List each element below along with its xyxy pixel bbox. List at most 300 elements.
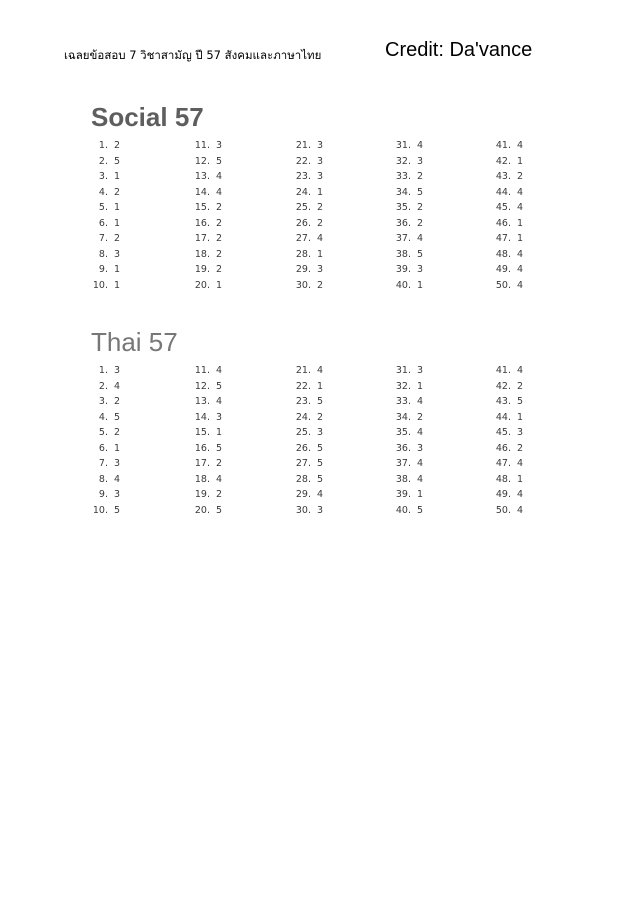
answer-row [188, 503, 222, 519]
answer-value: 1 [417, 380, 424, 392]
answer-row [289, 363, 323, 379]
answer-value: 3 [317, 504, 324, 516]
answer-row [389, 185, 423, 201]
question-number: 44. [495, 186, 511, 198]
question-number: 45. [495, 427, 511, 438]
answer-row [86, 200, 120, 216]
answer-value: 3 [317, 171, 324, 182]
credit-text: Credit: Da'vance [385, 39, 533, 61]
answer-value: 3 [317, 140, 324, 151]
answer-value: 3 [417, 264, 424, 275]
answer-value: 4 [216, 473, 223, 485]
question-number: 2. [98, 380, 108, 392]
answer-value: 4 [417, 458, 424, 469]
answer-value: 5 [216, 504, 223, 516]
answer-row [389, 247, 423, 263]
answer-value: 5 [317, 396, 324, 407]
answer-value: 3 [114, 365, 121, 376]
question-number: 30. [295, 504, 311, 516]
answer-row [86, 247, 120, 263]
answer-value: 4 [417, 140, 424, 151]
question-number: 10. [92, 279, 108, 291]
answer-value: 5 [417, 504, 424, 516]
question-number: 9. [98, 264, 108, 275]
question-number: 46. [495, 442, 511, 454]
question-number: 5. [98, 427, 108, 438]
answer-value: 2 [114, 186, 121, 198]
question-number: 8. [98, 248, 108, 260]
question-number: 24. [295, 411, 311, 423]
answer-row [489, 394, 523, 410]
answer-row [289, 503, 323, 519]
answer-row [489, 278, 523, 294]
answer-value: 4 [114, 380, 121, 392]
answer-value: 2 [517, 380, 524, 392]
question-number: 40. [395, 279, 411, 291]
answer-value: 2 [216, 489, 223, 500]
question-number: 20. [194, 504, 210, 516]
answer-value: 4 [417, 473, 424, 485]
question-number: 26. [295, 217, 311, 229]
document-title: เฉลยข้อสอบ 7 วิชาสามัญ ปี 57 สังคมและภาษาไทย [64, 48, 322, 62]
answer-row [86, 278, 120, 294]
question-number: 3. [98, 396, 108, 407]
question-number: 34. [395, 411, 411, 423]
answer-row [389, 456, 423, 472]
question-number: 11. [194, 365, 210, 376]
question-number: 35. [395, 427, 411, 438]
answer-value: 4 [317, 489, 324, 500]
question-number: 16. [194, 217, 210, 229]
answer-row [289, 247, 323, 263]
answer-value: 2 [317, 202, 324, 213]
question-number: 15. [194, 202, 210, 213]
answer-value: 3 [317, 155, 324, 167]
answer-value: 5 [417, 248, 424, 260]
answer-value: 2 [114, 140, 121, 151]
answer-row [489, 169, 523, 185]
answer-value: 1 [216, 279, 223, 291]
answer-row [289, 379, 323, 395]
question-number: 47. [495, 233, 511, 244]
question-number: 31. [395, 365, 411, 376]
answer-row [489, 441, 523, 457]
question-number: 27. [295, 233, 311, 244]
answer-row [489, 154, 523, 170]
answer-row [86, 456, 120, 472]
answer-value: 2 [216, 264, 223, 275]
answer-row [86, 231, 120, 247]
answer-row [188, 154, 222, 170]
answer-row [489, 185, 523, 201]
answer-row [289, 216, 323, 232]
answer-row [188, 247, 222, 263]
answer-value: 2 [114, 427, 121, 438]
answer-row [389, 154, 423, 170]
question-number: 24. [295, 186, 311, 198]
answer-value: 1 [114, 279, 121, 291]
answer-grid-thai [0, 363, 638, 515]
question-number: 43. [495, 171, 511, 182]
question-number: 21. [295, 140, 311, 151]
answer-row [289, 425, 323, 441]
answer-column [389, 138, 423, 293]
answer-row [86, 262, 120, 278]
answer-row [188, 278, 222, 294]
answer-row [389, 379, 423, 395]
answer-row [86, 379, 120, 395]
question-number: 23. [295, 171, 311, 182]
question-number: 13. [194, 171, 210, 182]
answer-row [86, 410, 120, 426]
section-title-social: Social 57 [91, 102, 204, 132]
question-number: 17. [194, 233, 210, 244]
answer-value: 2 [317, 279, 324, 291]
answer-value: 2 [216, 458, 223, 469]
answer-value: 4 [216, 396, 223, 407]
question-number: 5. [98, 202, 108, 213]
question-number: 38. [395, 248, 411, 260]
answer-value: 5 [216, 442, 223, 454]
answer-value: 1 [417, 279, 424, 291]
answer-row [289, 278, 323, 294]
question-number: 29. [295, 489, 311, 500]
question-number: 8. [98, 473, 108, 485]
answer-row [86, 487, 120, 503]
answer-column [389, 363, 423, 518]
answer-row [188, 231, 222, 247]
answer-value: 5 [216, 155, 223, 167]
answer-row [389, 262, 423, 278]
answer-column [289, 138, 323, 293]
answer-value: 2 [114, 233, 121, 244]
answer-row [489, 231, 523, 247]
answer-value: 1 [417, 489, 424, 500]
answer-value: 5 [114, 411, 121, 423]
question-number: 37. [395, 233, 411, 244]
answer-row [389, 503, 423, 519]
question-number: 4. [98, 186, 108, 198]
answer-row [188, 456, 222, 472]
answer-row [289, 456, 323, 472]
answer-row [188, 394, 222, 410]
answer-row [489, 472, 523, 488]
question-number: 7. [98, 458, 108, 469]
answer-value: 4 [317, 233, 324, 244]
question-number: 2. [98, 155, 108, 167]
answer-row [489, 503, 523, 519]
question-number: 43. [495, 396, 511, 407]
question-number: 11. [194, 140, 210, 151]
question-number: 42. [495, 155, 511, 167]
question-number: 6. [98, 217, 108, 229]
answer-value: 4 [114, 473, 121, 485]
answer-column [188, 363, 222, 518]
answer-row [86, 472, 120, 488]
question-number: 21. [295, 365, 311, 376]
answer-row [86, 169, 120, 185]
answer-value: 3 [317, 427, 324, 438]
answer-row [289, 154, 323, 170]
question-number: 36. [395, 442, 411, 454]
answer-value: 5 [317, 473, 324, 485]
answer-value: 4 [216, 186, 223, 198]
question-number: 18. [194, 473, 210, 485]
answer-value: 2 [417, 202, 424, 213]
answer-row [86, 441, 120, 457]
answer-value: 4 [216, 365, 223, 376]
question-number: 6. [98, 442, 108, 454]
answer-value: 2 [216, 202, 223, 213]
answer-row [389, 200, 423, 216]
answer-value: 1 [114, 217, 121, 229]
question-number: 50. [495, 279, 511, 291]
answer-column [86, 138, 120, 293]
answer-row [188, 363, 222, 379]
answer-value: 4 [517, 202, 524, 213]
answer-row [188, 410, 222, 426]
question-number: 25. [295, 202, 311, 213]
answer-value: 1 [517, 155, 524, 167]
question-number: 33. [395, 396, 411, 407]
answer-value: 1 [317, 186, 324, 198]
question-number: 22. [295, 380, 311, 392]
answer-row [289, 472, 323, 488]
answer-value: 3 [417, 365, 424, 376]
answer-row [489, 216, 523, 232]
question-number: 40. [395, 504, 411, 516]
answer-value: 4 [517, 458, 524, 469]
answer-value: 1 [517, 411, 524, 423]
question-number: 12. [194, 155, 210, 167]
answer-value: 1 [317, 380, 324, 392]
answer-value: 2 [517, 171, 524, 182]
question-number: 29. [295, 264, 311, 275]
answer-row [289, 200, 323, 216]
answer-row [188, 216, 222, 232]
question-number: 18. [194, 248, 210, 260]
answer-value: 3 [114, 248, 121, 260]
answer-row [389, 169, 423, 185]
answer-row [289, 185, 323, 201]
answer-row [188, 379, 222, 395]
answer-row [188, 425, 222, 441]
question-number: 19. [194, 264, 210, 275]
answer-row [389, 231, 423, 247]
answer-row [289, 262, 323, 278]
answer-row [289, 169, 323, 185]
answer-value: 1 [114, 442, 121, 454]
answer-value: 4 [517, 365, 524, 376]
answer-row [489, 456, 523, 472]
answer-value: 4 [417, 233, 424, 244]
answer-column [489, 363, 523, 518]
answer-value: 1 [114, 264, 121, 275]
question-number: 27. [295, 458, 311, 469]
answer-row [489, 363, 523, 379]
answer-value: 2 [517, 442, 524, 454]
question-number: 37. [395, 458, 411, 469]
question-number: 39. [395, 264, 411, 275]
question-number: 14. [194, 411, 210, 423]
answer-value: 1 [517, 233, 524, 244]
answer-row [489, 262, 523, 278]
answer-row [389, 487, 423, 503]
question-number: 17. [194, 458, 210, 469]
answer-column [188, 138, 222, 293]
answer-row [86, 216, 120, 232]
question-number: 34. [395, 186, 411, 198]
question-number: 10. [92, 504, 108, 516]
answer-row [86, 185, 120, 201]
answer-row [389, 216, 423, 232]
answer-row [188, 441, 222, 457]
question-number: 36. [395, 217, 411, 229]
answer-value: 3 [317, 264, 324, 275]
answer-value: 1 [517, 217, 524, 229]
answer-row [289, 487, 323, 503]
answer-value: 3 [417, 442, 424, 454]
answer-row [289, 410, 323, 426]
answer-value: 1 [216, 427, 223, 438]
answer-value: 5 [216, 380, 223, 392]
answer-row [389, 278, 423, 294]
question-number: 7. [98, 233, 108, 244]
answer-row [188, 472, 222, 488]
answer-row [489, 379, 523, 395]
question-number: 45. [495, 202, 511, 213]
answer-value: 5 [114, 504, 121, 516]
answer-row [289, 394, 323, 410]
answer-value: 4 [517, 264, 524, 275]
answer-value: 4 [417, 427, 424, 438]
answer-value: 3 [417, 155, 424, 167]
answer-value: 2 [216, 248, 223, 260]
question-number: 50. [495, 504, 511, 516]
question-number: 28. [295, 248, 311, 260]
question-number: 1. [98, 365, 108, 376]
answer-value: 2 [317, 217, 324, 229]
question-number: 49. [495, 264, 511, 275]
answer-value: 3 [216, 140, 223, 151]
answer-value: 2 [317, 411, 324, 423]
answer-row [389, 394, 423, 410]
question-number: 47. [495, 458, 511, 469]
answer-row [489, 138, 523, 154]
answer-value: 3 [216, 411, 223, 423]
question-number: 49. [495, 489, 511, 500]
question-number: 23. [295, 396, 311, 407]
question-number: 33. [395, 171, 411, 182]
question-number: 28. [295, 473, 311, 485]
answer-row [188, 262, 222, 278]
answer-value: 5 [517, 396, 524, 407]
answer-value: 4 [517, 248, 524, 260]
answer-row [188, 169, 222, 185]
question-number: 32. [395, 380, 411, 392]
question-number: 48. [495, 473, 511, 485]
question-number: 13. [194, 396, 210, 407]
question-number: 14. [194, 186, 210, 198]
answer-value: 2 [417, 217, 424, 229]
answer-value: 1 [114, 171, 121, 182]
question-number: 25. [295, 427, 311, 438]
question-number: 44. [495, 411, 511, 423]
answer-row [489, 247, 523, 263]
question-number: 12. [194, 380, 210, 392]
answer-row [188, 185, 222, 201]
answer-row [489, 425, 523, 441]
question-number: 1. [98, 140, 108, 151]
question-number: 41. [495, 365, 511, 376]
answer-grid-social [0, 138, 638, 290]
answer-row [389, 410, 423, 426]
answer-value: 3 [114, 489, 121, 500]
question-number: 39. [395, 489, 411, 500]
question-number: 42. [495, 380, 511, 392]
answer-value: 1 [317, 248, 324, 260]
answer-value: 2 [417, 411, 424, 423]
question-number: 26. [295, 442, 311, 454]
answer-row [86, 138, 120, 154]
question-number: 9. [98, 489, 108, 500]
answer-value: 5 [317, 442, 324, 454]
answer-column [86, 363, 120, 518]
answer-row [389, 472, 423, 488]
answer-row [389, 363, 423, 379]
answer-column [489, 138, 523, 293]
answer-row [489, 487, 523, 503]
question-number: 15. [194, 427, 210, 438]
answer-row [389, 425, 423, 441]
answer-row [389, 441, 423, 457]
answer-row [86, 503, 120, 519]
question-number: 46. [495, 217, 511, 229]
answer-value: 4 [517, 489, 524, 500]
answer-value: 3 [517, 427, 524, 438]
answer-value: 4 [517, 140, 524, 151]
answer-value: 4 [517, 186, 524, 198]
answer-value: 4 [216, 171, 223, 182]
answer-value: 2 [114, 396, 121, 407]
question-number: 20. [194, 279, 210, 291]
answer-value: 3 [114, 458, 121, 469]
question-number: 32. [395, 155, 411, 167]
answer-value: 5 [417, 186, 424, 198]
question-number: 22. [295, 155, 311, 167]
question-number: 3. [98, 171, 108, 182]
answer-value: 5 [317, 458, 324, 469]
answer-column [289, 363, 323, 518]
answer-value: 4 [517, 279, 524, 291]
question-number: 31. [395, 140, 411, 151]
answer-row [489, 200, 523, 216]
answer-row [86, 394, 120, 410]
question-number: 16. [194, 442, 210, 454]
question-number: 35. [395, 202, 411, 213]
question-number: 4. [98, 411, 108, 423]
question-number: 30. [295, 279, 311, 291]
answer-value: 1 [114, 202, 121, 213]
answer-value: 5 [114, 155, 121, 167]
answer-row [188, 200, 222, 216]
answer-value: 2 [417, 171, 424, 182]
question-number: 19. [194, 489, 210, 500]
answer-row [86, 154, 120, 170]
question-number: 48. [495, 248, 511, 260]
answer-value: 2 [216, 217, 223, 229]
answer-row [389, 138, 423, 154]
